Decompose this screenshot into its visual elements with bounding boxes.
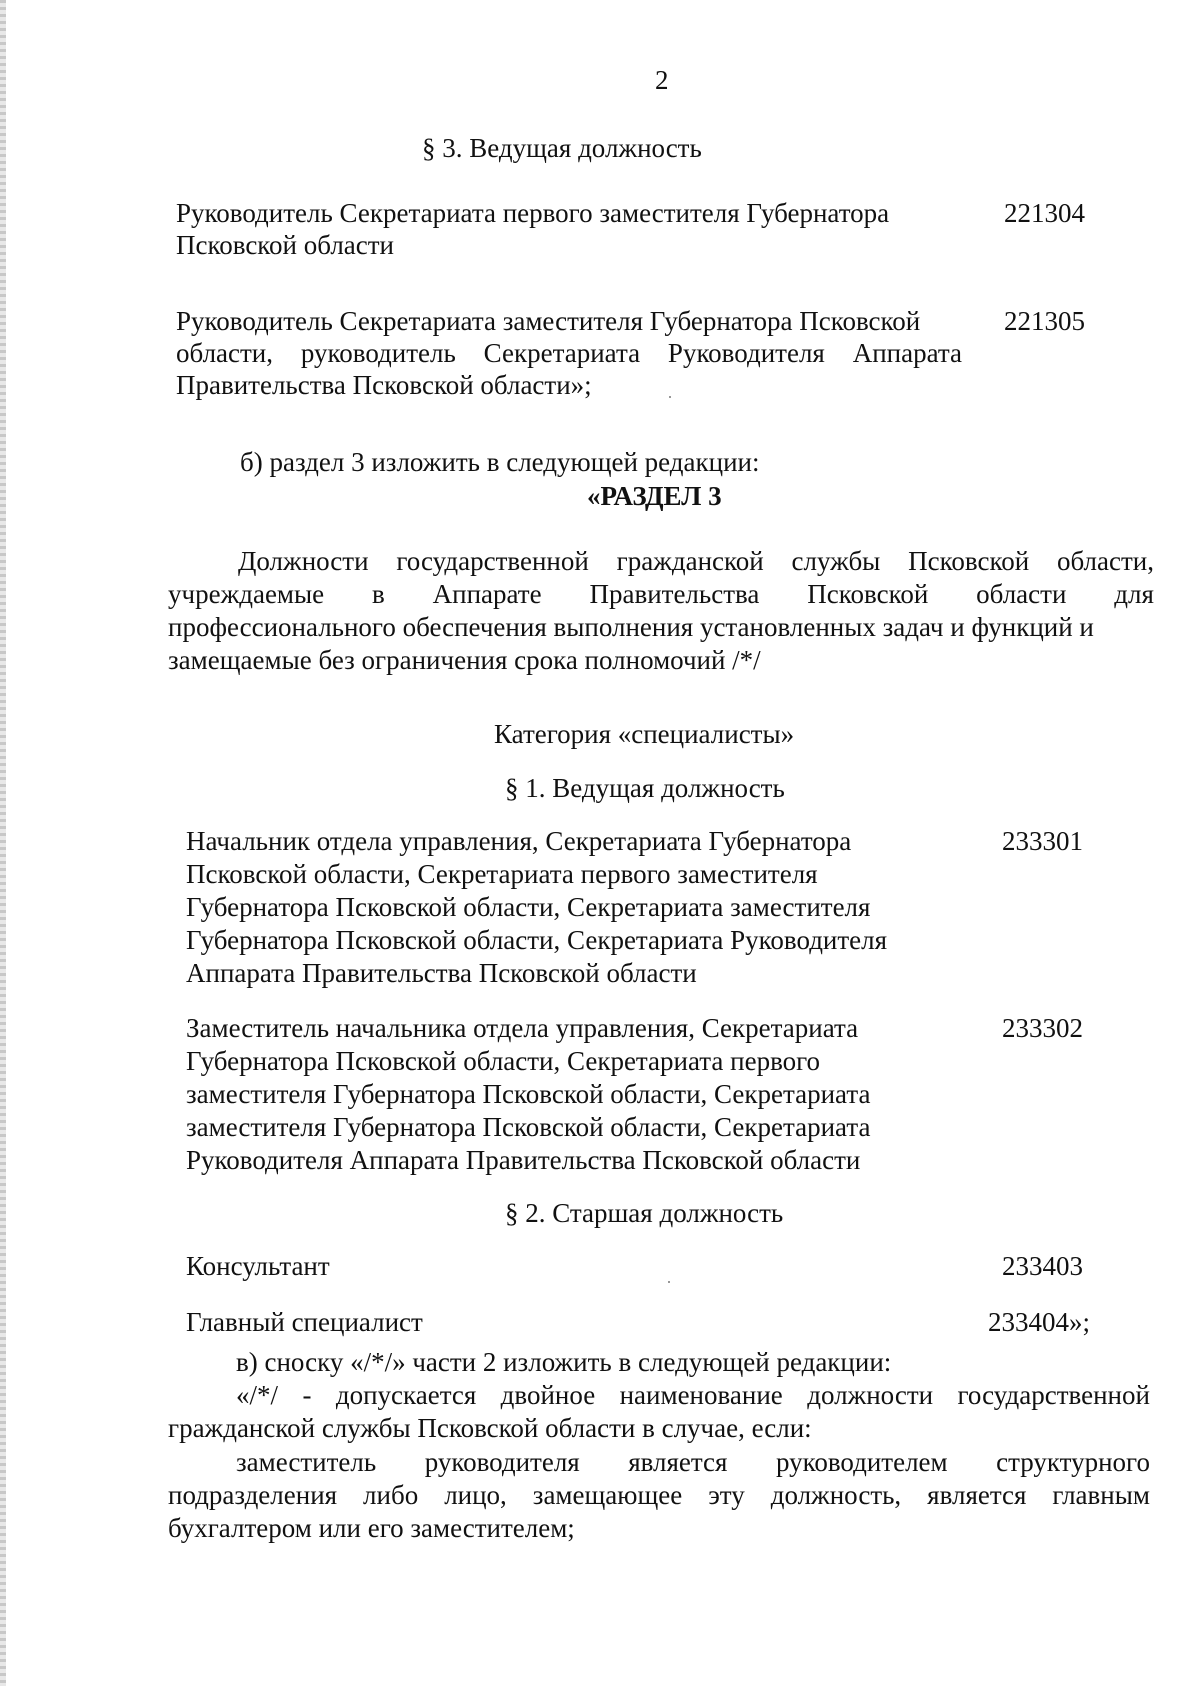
word: главным	[1052, 1480, 1150, 1510]
word: в	[372, 579, 385, 609]
scan-speck	[668, 1281, 670, 1283]
position-code: 233403	[1002, 1251, 1083, 1281]
position-label: Консультант	[186, 1251, 330, 1281]
footnote-line-2: гражданской службы Псковской области в случае, если:	[168, 1413, 812, 1443]
word: Руководителя	[667, 338, 825, 368]
word: эту	[708, 1480, 745, 1510]
position-line: заместителя Губернатора Псковской области, Секретариата	[186, 1112, 871, 1142]
word: заместитель	[236, 1447, 377, 1477]
word: подразделения	[168, 1480, 338, 1510]
word: является	[628, 1447, 728, 1477]
position-label: Главный специалист	[186, 1307, 423, 1337]
item-c-text: в) сноску «/*/» части 2 изложить в следующей редакции:	[236, 1347, 892, 1377]
condition-line-2	[168, 1479, 1150, 1512]
word: службы	[791, 546, 881, 576]
intro-line-4: замещаемые без ограничения срока полномочий /*/	[168, 645, 761, 675]
position-line: Псковской области	[176, 230, 395, 260]
position-line: Аппарата Правительства Псковской области	[186, 958, 697, 988]
intro-line-3: профессионального обеспечения выполнения установленных задач и функций и	[168, 612, 1094, 642]
position-line-justified	[176, 337, 962, 370]
position-line: Начальник отдела управления, Секретариата Губернатора	[186, 826, 852, 856]
word: руководителя	[424, 1447, 580, 1477]
condition-line-3: бухгалтером или его заместителем;	[168, 1513, 575, 1543]
word: руководитель	[300, 338, 456, 368]
word: должности	[807, 1380, 934, 1410]
word: учреждаемые	[168, 579, 325, 609]
word: замещающее	[532, 1480, 683, 1510]
position-line: Руководителя Аппарата Правительства Псковской области	[186, 1145, 861, 1175]
word: области,	[1056, 546, 1154, 576]
condition-line-1	[236, 1446, 1150, 1479]
word: для	[1114, 579, 1154, 609]
position-line: Губернатора Псковской области, Секретариата заместителя	[186, 892, 871, 922]
word: государственной	[396, 546, 589, 576]
word: Аппарате	[432, 579, 542, 609]
position-code: 221304	[1004, 198, 1085, 228]
position-line: Губернатора Псковской области, Секретариата первого	[186, 1046, 821, 1076]
word: Псковской	[908, 546, 1030, 576]
position-line: Правительства Псковской области»;	[176, 370, 592, 400]
position-code: 233301	[1002, 826, 1083, 856]
intro-line-2	[168, 578, 1154, 611]
word: либо	[363, 1480, 419, 1510]
position-line: Руководитель Секретариата заместителя Губернатора Псковской	[176, 306, 921, 336]
word: Аппарата	[852, 338, 962, 368]
section-title: «РАЗДЕЛ 3	[587, 481, 722, 511]
word: Должности	[238, 546, 369, 576]
senior-heading: § 2. Старшая должность	[505, 1198, 784, 1228]
category-heading: Категория «специалисты»	[494, 719, 795, 749]
position-line: заместителя Губернатора Псковской области, Секретариата	[186, 1079, 871, 1109]
word: структурного	[996, 1447, 1150, 1477]
word: лицо,	[444, 1480, 507, 1510]
word: гражданской	[616, 546, 764, 576]
position-code: 221305	[1004, 306, 1085, 336]
word: двойное	[500, 1380, 596, 1410]
word: допускается	[335, 1380, 477, 1410]
position-line: Руководитель Секретариата первого заместителя Губернатора	[176, 198, 890, 228]
word: «/*/	[236, 1380, 279, 1410]
position-code: 233302	[1002, 1013, 1083, 1043]
word: руководителем	[775, 1447, 948, 1477]
page-number: 2	[655, 65, 669, 95]
word: Правительства	[589, 579, 760, 609]
item-b-text: б) раздел 3 изложить в следующей редакции:	[240, 447, 760, 477]
position-line: Псковской области, Секретариата первого заместителя	[186, 859, 818, 889]
word: Псковской	[807, 579, 929, 609]
intro-line-1	[238, 545, 1154, 578]
scan-edge	[0, 0, 6, 1686]
word: государственной	[957, 1380, 1150, 1410]
position-line: Заместитель начальника отдела управления, Секретариата	[186, 1013, 859, 1043]
word: является	[927, 1480, 1027, 1510]
word: наименование	[619, 1380, 783, 1410]
position-line: Губернатора Псковской области, Секретариата Руководителя	[186, 925, 888, 955]
position-code: 233404»;	[988, 1307, 1091, 1337]
footnote-line-1	[236, 1379, 1150, 1412]
leading-heading: § 1. Ведущая должность	[505, 773, 785, 803]
word: должность,	[770, 1480, 902, 1510]
section-3-heading: § 3. Ведущая должность	[422, 133, 702, 163]
word: Секретариата	[483, 338, 641, 368]
word: области,	[176, 338, 274, 368]
word: области	[976, 579, 1067, 609]
scan-speck	[669, 396, 671, 398]
word: -	[302, 1380, 312, 1410]
